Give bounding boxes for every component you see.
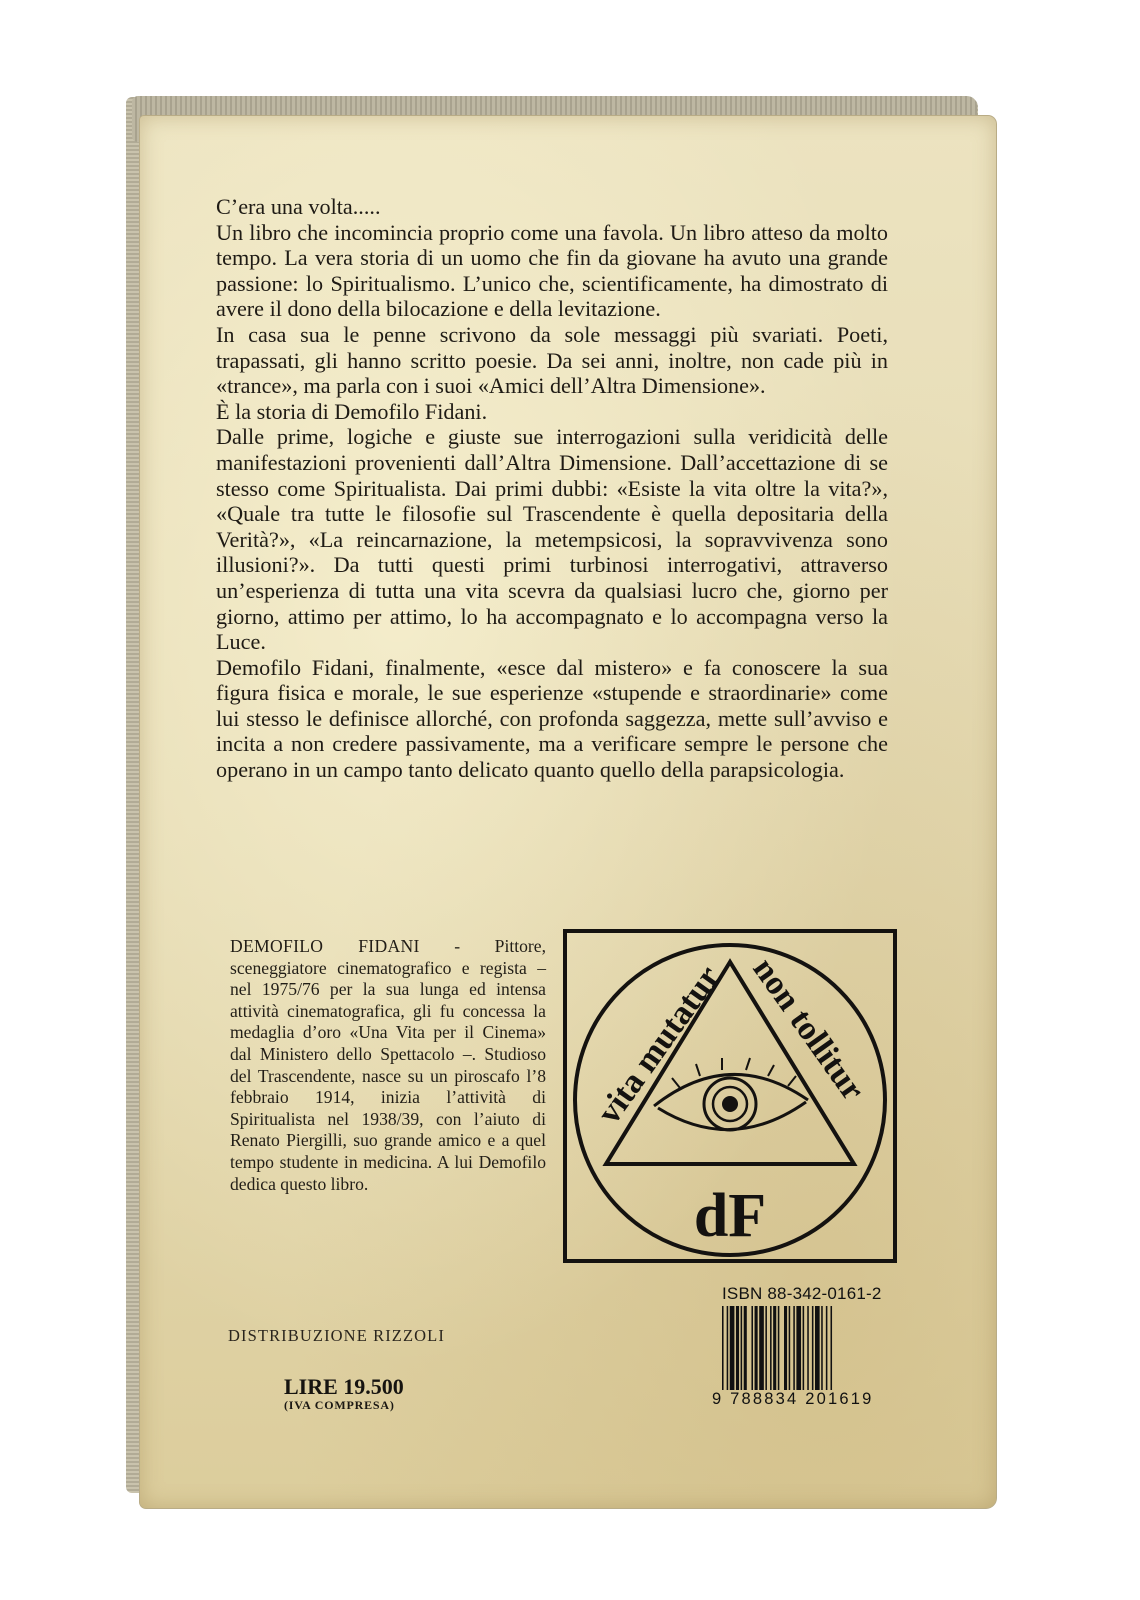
barcode-bar	[727, 1306, 729, 1390]
barcode-digits: 9 788834 201619	[712, 1390, 874, 1408]
barcode-bar	[784, 1306, 787, 1390]
blurb-paragraph: Un libro che incomincia proprio come una favola. Un libro atteso da molto tempo. La vera storia di un uomo che fin da giovane ha avuto una grande passione: lo Spiritualismo. L’unico che, scientificamente, ha dimostrato di avere il dono della bilocazione e della levitazione.	[216, 219, 888, 322]
barcode-bar	[815, 1306, 820, 1390]
barcode-bar	[778, 1306, 780, 1390]
barcode-bar	[770, 1306, 772, 1390]
barcode-bar	[773, 1306, 776, 1390]
blurb-paragraph: C’era una volta.....	[216, 194, 381, 219]
barcode-bar	[821, 1306, 823, 1390]
barcode-bar	[826, 1306, 828, 1390]
emblem-right-motto: non tollitur	[745, 951, 872, 1108]
blurb-paragraph: È la storia di Demofilo Fidani.	[216, 398, 488, 424]
barcode	[722, 1306, 900, 1390]
barcode-bar	[759, 1306, 764, 1390]
barcode-bar	[741, 1306, 743, 1390]
author-bio	[230, 936, 546, 1195]
isbn-number: ISBN 88-342-0161-2	[722, 1284, 882, 1303]
price: LIRE 19.500	[284, 1374, 404, 1399]
barcode-bar	[812, 1306, 814, 1390]
barcode-bar	[730, 1306, 735, 1390]
barcode-bar	[803, 1306, 805, 1390]
barcode-bar	[744, 1306, 747, 1390]
blurb-paragraph: Dalle prime, logiche e giuste sue interrogazioni sulla veridicità delle manifestazioni provenienti dall’Altra Dimensione. Dall’accettazione di se stesso come Spiritualista. Dai primi dubbi: «Esiste la vita oltre la vita?», «Quale tra tutte le filosofie sul Trascendente è quella depositaria della Verità?», «La reincarnazione, la metempsicosi, la sopravvivenza sono illusioni?». Da tutti questi primi turbinosi interrogativi, attraverso un’esperienza di tutta una vita scevra da qualsiasi lucro che, giorno per giorno, attimo per attimo, lo ha accompagnato e lo accompagna verso la Luce.	[216, 424, 888, 655]
blurb-paragraph: Demofilo Fidani, finalmente, «esce dal mistero» e fa conoscere la sua figura fisica e morale, le sue esperienze «stupende e straordinarie» come lui stesso le definisce allorché, con profonda saggezza, mette sull’avviso e incita a non credere passivamente, ma a verificare sempre le persone che operano in un campo tanto delicato quanto quello della parapsicologia.	[216, 654, 888, 783]
author-bio-text: - Pittore, sceneggiatore cinematografico e regista – nel 1975/76 per la sua lunga ed intensa attività cinematografica, gli fu concessa la medaglia d’oro «Una Vita per il Cinema» dal Ministero dello Spettacolo –. Studioso del Trascendente, nasce su un piroscafo l’8 febbraio 1914, inizia l’attività di Spiritualista nel 1938/39, con l’aiuto di Renato Piergilli, suo grande amico e a quel tempo studente in medicina. A lui Demofilo dedica questo libro.	[230, 936, 546, 1194]
barcode-bar	[722, 1306, 724, 1390]
barcode-bar	[751, 1306, 753, 1390]
blurb-paragraph: In casa sua le penne scrivono da sole messaggi più svariati. Poeti, trapassati, gli hanno scritto poesie. Da sei anni, inoltre, non cade più in «trance», ma parla con i suoi «Amici dell’Altra Dimensione».	[216, 321, 888, 399]
all-seeing-eye-icon	[654, 1058, 808, 1130]
barcode-bar	[736, 1306, 739, 1390]
barcode-bar	[807, 1306, 809, 1390]
emblem-monogram: dF	[693, 1182, 767, 1250]
barcode-bar	[755, 1306, 758, 1390]
distributor-label: DISTRIBUZIONE RIZZOLI	[228, 1326, 445, 1345]
barcode-bar	[765, 1306, 767, 1390]
price-note: (IVA COMPRESA)	[284, 1398, 395, 1412]
author-name: DEMOFILO FIDANI	[230, 936, 420, 956]
barcode-bar	[831, 1306, 833, 1390]
emblem-logo	[562, 928, 898, 1264]
back-cover-blurb	[216, 194, 888, 783]
barcode-bar	[796, 1306, 801, 1390]
barcode-bar	[793, 1306, 795, 1390]
barcode-bar	[789, 1306, 791, 1390]
emblem-left-motto: vita mutatur	[590, 959, 728, 1131]
